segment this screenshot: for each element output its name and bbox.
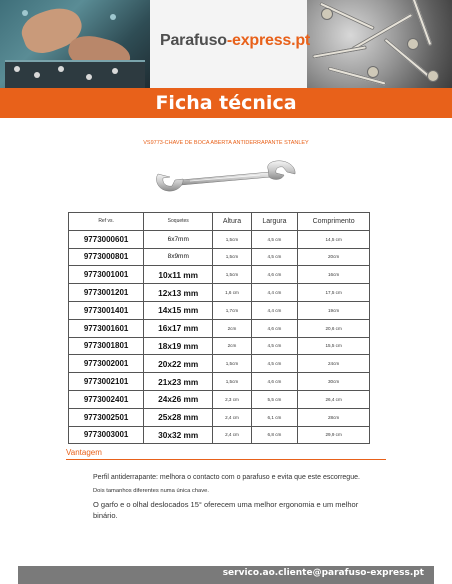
cell-width: 4,4 cm <box>251 284 298 302</box>
cell-length: 30cm <box>298 373 370 391</box>
header <box>0 0 452 88</box>
advantages-divider <box>66 459 386 460</box>
advantages-heading: Vantagem <box>66 448 102 457</box>
table-row <box>69 390 370 408</box>
cell-length: 26,4 cm <box>298 390 370 408</box>
screw-dot <box>34 72 40 78</box>
cell-width: 4,5 cm <box>251 355 298 373</box>
cell-length: 15,5 cm <box>298 337 370 355</box>
cell-length: 29,9 cm <box>298 426 370 444</box>
cell-ref: 9773003001 <box>69 426 144 444</box>
cell-sockets: 20x22 mm <box>144 355 213 373</box>
cell-ref: 9773002001 <box>69 355 144 373</box>
cell-ref: 9773000801 <box>69 248 144 266</box>
table-row <box>69 266 370 284</box>
table-row <box>69 301 370 319</box>
cell-height: 1,5cm <box>213 230 251 248</box>
feature-text: Perfil antiderrapante: melhora o contacto com o parafuso e evita que este escorregue. <box>93 474 360 481</box>
cell-length: 24cm <box>298 355 370 373</box>
screw-dot <box>22 10 28 16</box>
cell-height: 1,5cm <box>213 373 251 391</box>
cell-width: 4,5 cm <box>251 337 298 355</box>
cell-width: 4,6 cm <box>251 266 298 284</box>
screw-dot <box>110 14 116 20</box>
cell-width: 4,6 cm <box>251 373 298 391</box>
column-header-height: Altura <box>213 213 251 231</box>
product-subtitle: VS9773-CHAVE DE BOCA ABERTA ANTIDERRAPANTE STANLEY <box>143 140 309 146</box>
cell-ref: 9773002501 <box>69 408 144 426</box>
cell-sockets: 21x23 mm <box>144 373 213 391</box>
cell-ref: 9773001401 <box>69 301 144 319</box>
brand-logo <box>160 32 310 50</box>
cell-sockets: 12x13 mm <box>144 284 213 302</box>
cell-ref: 9773001001 <box>69 266 144 284</box>
table-header-row <box>69 213 370 231</box>
screw-shape <box>312 45 367 58</box>
screw-head <box>407 38 419 50</box>
screw-head <box>321 8 333 20</box>
cell-length: 20,6 cm <box>298 319 370 337</box>
cell-sockets: 30x32 mm <box>144 426 213 444</box>
cell-height: 1,5cm <box>213 266 251 284</box>
cell-height: 1,5cm <box>213 248 251 266</box>
page-title: Ficha técnica <box>155 92 297 114</box>
cell-length: 14,5 cm <box>298 230 370 248</box>
cell-width: 5,5 cm <box>251 390 298 408</box>
cell-sockets: 10x11 mm <box>144 266 213 284</box>
cell-width: 4,5 cm <box>251 248 298 266</box>
screw-dot <box>14 66 20 72</box>
cell-height: 2,3 cm <box>213 390 251 408</box>
cell-ref: 9773000601 <box>69 230 144 248</box>
cell-height: 2cm <box>213 337 251 355</box>
table-row <box>69 355 370 373</box>
column-header-sockets: Soquetes <box>144 213 213 231</box>
cell-sockets: 8x9mm <box>144 248 213 266</box>
cell-height: 2,4 cm <box>213 426 251 444</box>
table-row <box>69 248 370 266</box>
specs-table <box>68 212 370 444</box>
table-row <box>69 319 370 337</box>
screw-head <box>367 66 379 78</box>
table-row <box>69 408 370 426</box>
cell-ref: 9773002101 <box>69 373 144 391</box>
wrench-icon <box>150 160 300 194</box>
cell-height: 1,7cm <box>213 301 251 319</box>
cell-height: 2,4 cm <box>213 408 251 426</box>
cell-length: 28cm <box>298 408 370 426</box>
cell-width: 6,1 cm <box>251 408 298 426</box>
cell-sockets: 6x7mm <box>144 230 213 248</box>
header-photo-screws <box>307 0 452 88</box>
cell-length: 17,5 cm <box>298 284 370 302</box>
table-row <box>69 337 370 355</box>
cell-sockets: 24x26 mm <box>144 390 213 408</box>
column-header-ref: Ref vs. <box>69 213 144 231</box>
cell-height: 1,6 cm <box>213 284 251 302</box>
cell-sockets: 16x17 mm <box>144 319 213 337</box>
table-row <box>69 284 370 302</box>
cell-length: 19cm <box>298 301 370 319</box>
cell-length: 16cm <box>298 266 370 284</box>
cell-length: 20cm <box>298 248 370 266</box>
logo-accent: -express.pt <box>226 32 311 49</box>
feature-text: Dois tamanhos diferentes numa única chave. <box>93 488 210 494</box>
cell-sockets: 14x15 mm <box>144 301 213 319</box>
parts-tray <box>5 60 145 88</box>
cell-width: 6,8 cm <box>251 426 298 444</box>
column-header-width: Largura <box>251 213 298 231</box>
table-row <box>69 230 370 248</box>
header-photo-hands <box>0 0 150 88</box>
cell-ref: 9773002401 <box>69 390 144 408</box>
table-row <box>69 426 370 444</box>
screw-head <box>427 70 439 82</box>
cell-height: 1,5cm <box>213 355 251 373</box>
table-row <box>69 373 370 391</box>
cell-ref: 9773001801 <box>69 337 144 355</box>
cell-ref: 9773001201 <box>69 284 144 302</box>
cell-sockets: 25x28 mm <box>144 408 213 426</box>
screw-dot <box>58 66 64 72</box>
cell-ref: 9773001601 <box>69 319 144 337</box>
cell-sockets: 18x19 mm <box>144 337 213 355</box>
cell-width: 4,4 cm <box>251 301 298 319</box>
feature-text: O garfo e o olhal deslocados 15° oferecem uma melhor ergonomia e um melhor binário. <box>93 500 359 520</box>
logo-main: Parafuso <box>160 32 227 49</box>
screw-dot <box>112 68 118 74</box>
cell-width: 4,5 cm <box>251 230 298 248</box>
screw-dot <box>86 74 92 80</box>
cell-height: 2cm <box>213 319 251 337</box>
contact-email-link[interactable]: servico.ao.cliente@parafuso-express.pt <box>222 568 424 578</box>
cell-width: 4,6 cm <box>251 319 298 337</box>
column-header-length: Comprimento <box>298 213 370 231</box>
